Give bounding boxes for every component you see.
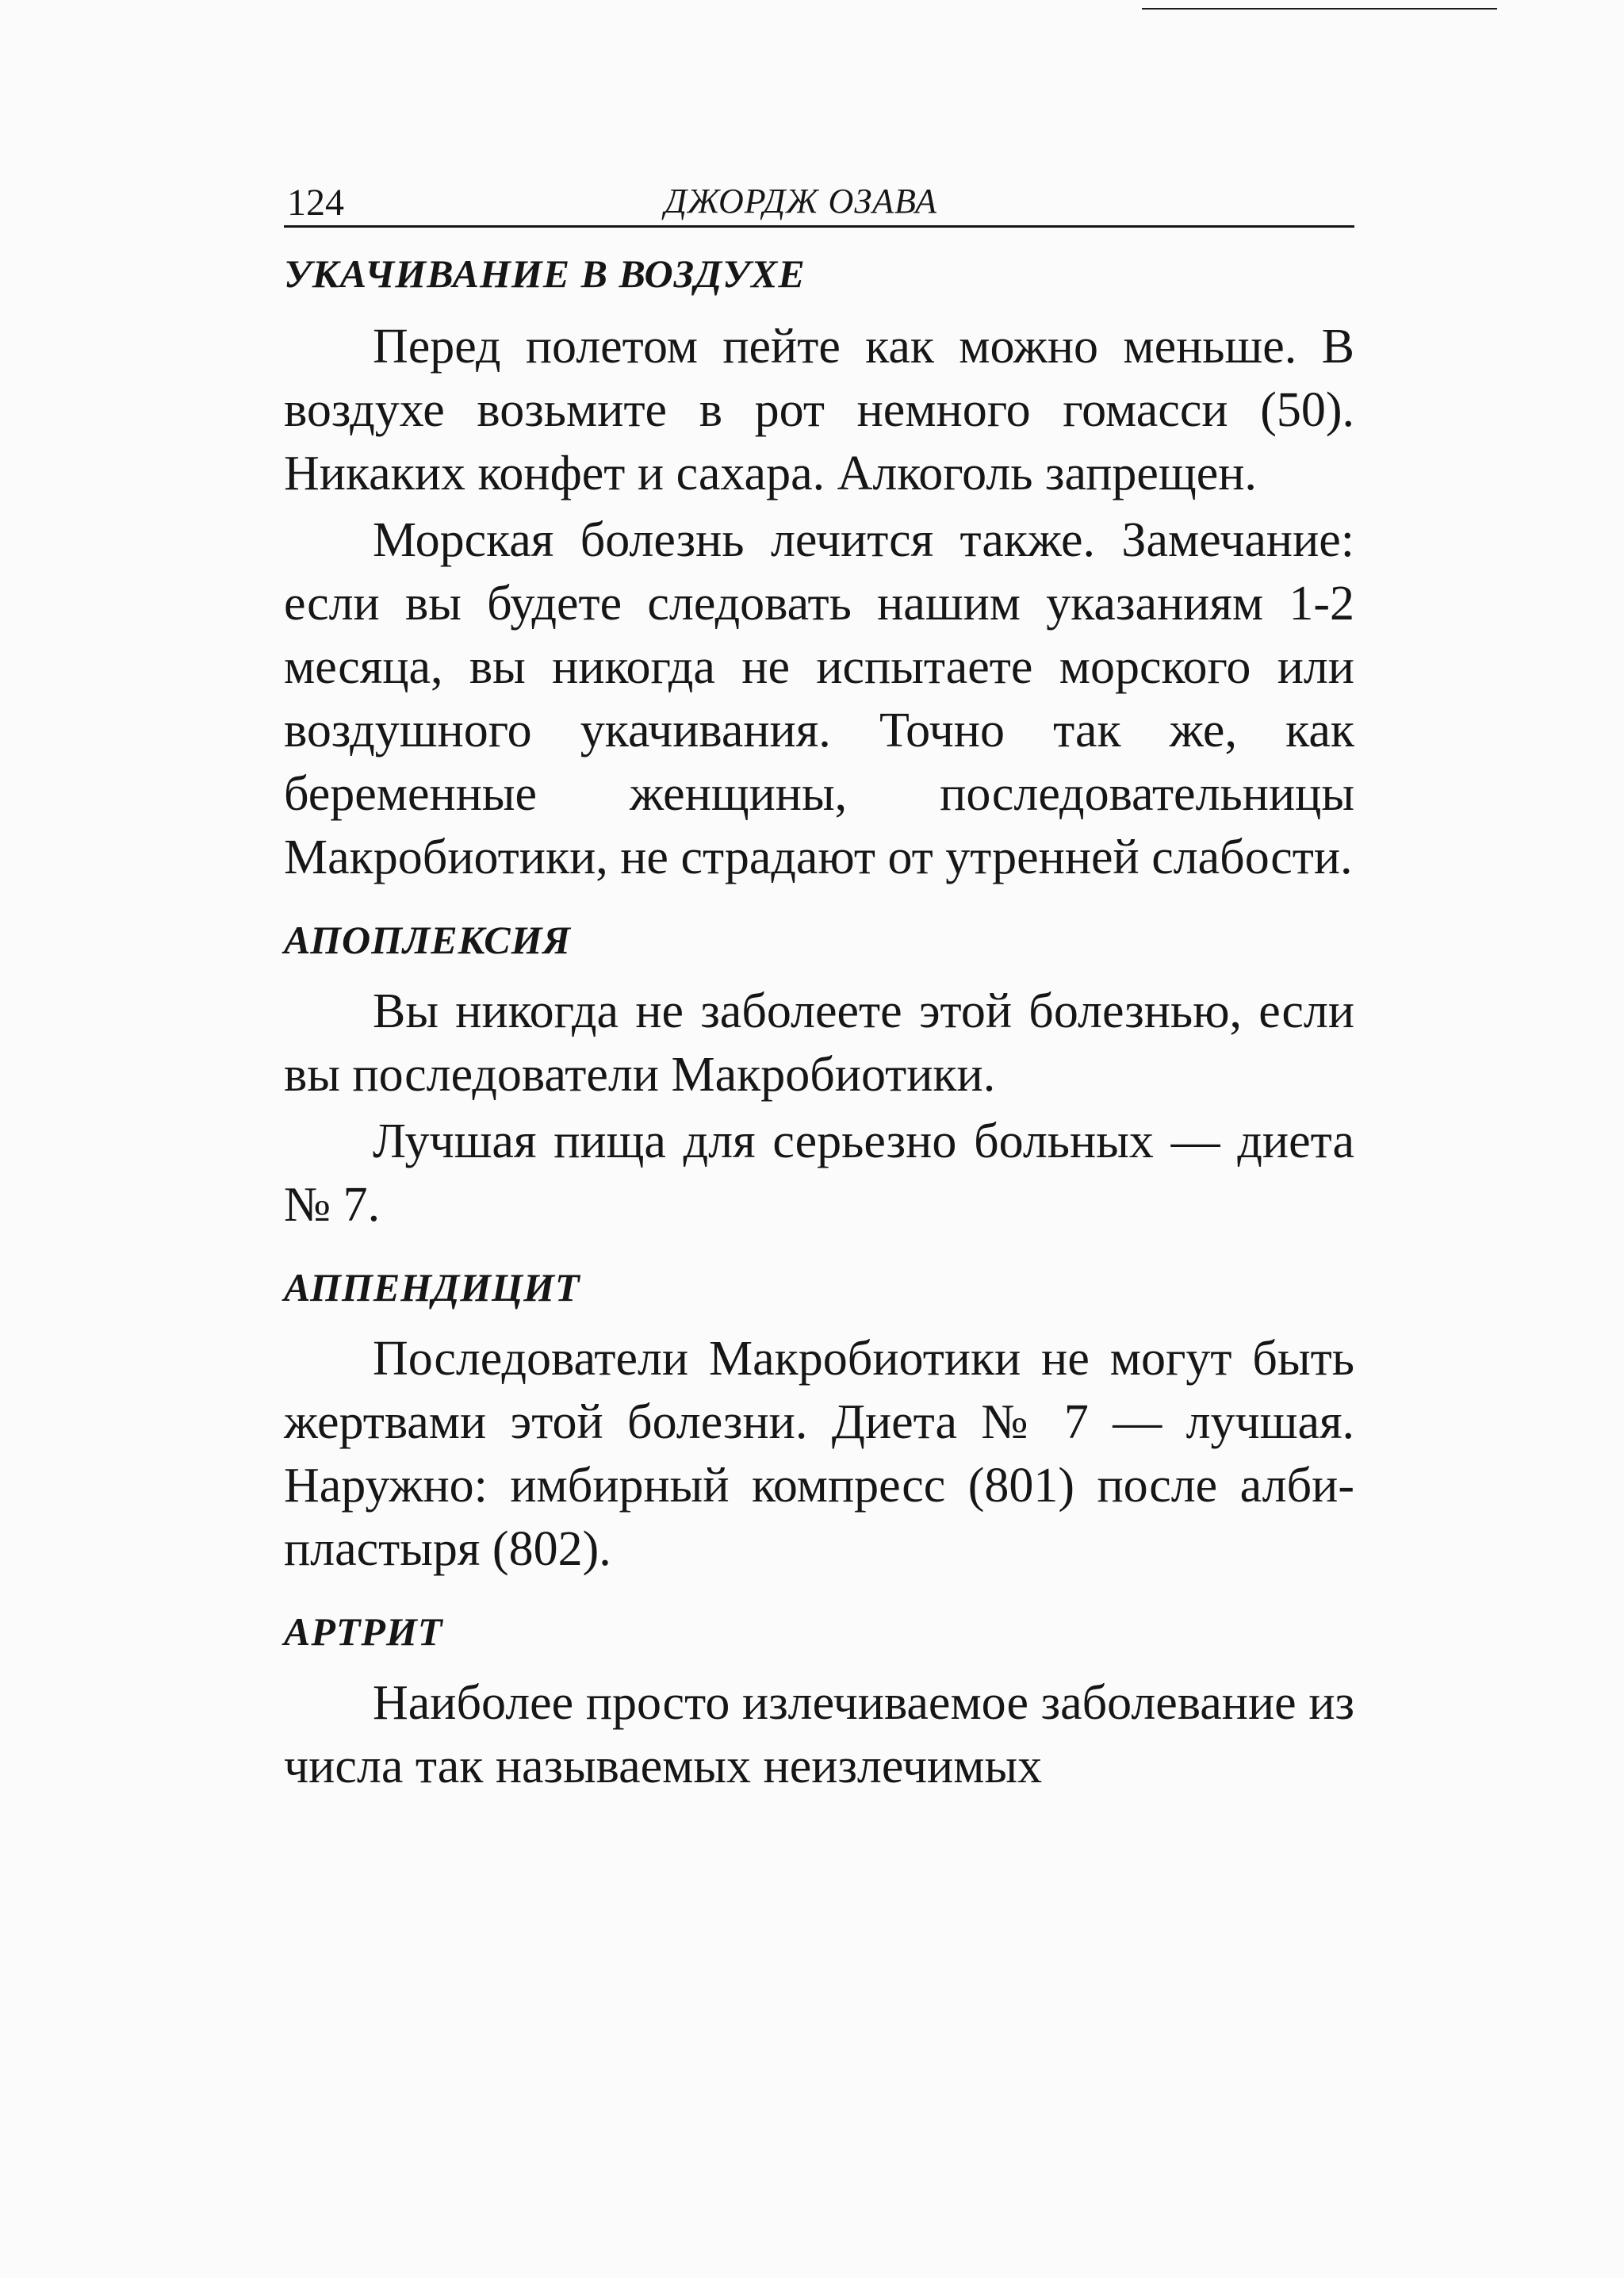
paragraph: Лучшая пища для серьезно больных — диета № 7. (284, 1114, 1354, 1232)
paragraph: Последователи Макробиотики не могут быть жертвами этой болезни. Диета № 7 — лучшая. Наружно: имбирный компресс (801) после алби-пластыря (802). (284, 1332, 1354, 1576)
page-number: 124 (287, 182, 344, 224)
paragraph: Вы никогда не заболеете этой болезнью, если вы последователи Макробиотики. (284, 984, 1354, 1102)
page-text-block (284, 176, 1354, 1798)
running-title: ДЖОРДЖ ОЗАВА (665, 182, 938, 221)
section-heading: АППЕНДИЦИТ (284, 1265, 580, 1310)
scan-edge-rule (1142, 8, 1497, 10)
running-head (284, 176, 1354, 228)
section-apoplexy (284, 911, 1354, 1237)
paragraph: Морская болезнь лечится также. Замечание: если вы будете следовать нашим указаниям 1-2 месяца, вы никогда не испытаете морского или воздушного укачивания. Точно так же, как беременные женщины, последовательницы Макробиотики, не страдают от утренней слабости. (284, 513, 1354, 884)
section-heading: АПОПЛЕКСИЯ (284, 918, 571, 962)
section-arthritis (284, 1603, 1354, 1798)
section-appendicitis (284, 1259, 1354, 1581)
section-heading: АРТРИТ (284, 1609, 443, 1654)
section-motion-sickness (284, 245, 1354, 889)
section-heading: УКАЧИВАНИЕ В ВОЗДУХЕ (284, 251, 806, 296)
paragraph: Перед полетом пейте как можно меньше. В воздухе возьмите в рот немного гомасси (50). Никаких конфет и сахара. Алкоголь запрещен. (284, 320, 1354, 500)
paragraph: Наиболее просто излечиваемое заболевание из числа так называемых неизлечимых (284, 1676, 1354, 1793)
